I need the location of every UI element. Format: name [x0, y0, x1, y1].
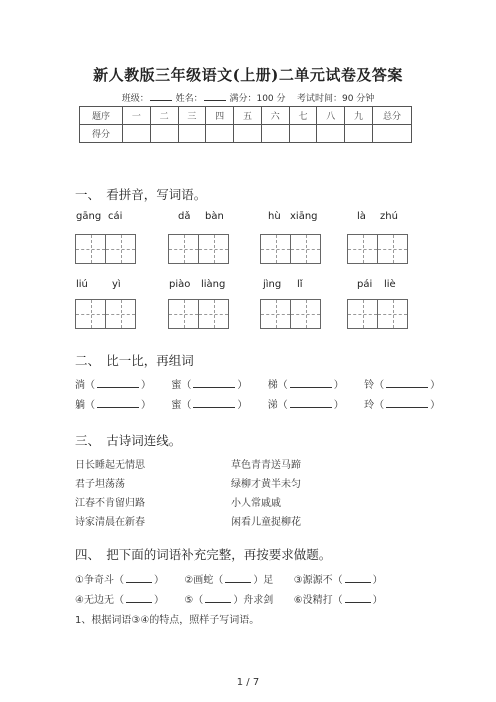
- answer-blank[interactable]: [126, 593, 152, 603]
- poem-line-left[interactable]: 江春不肯留归路: [75, 498, 145, 509]
- idiom-prompt: ⑥没精打（: [293, 595, 343, 606]
- score-cell[interactable]: [317, 125, 345, 143]
- idiom-suffix: ）舟求剑: [233, 595, 274, 606]
- pinyin: zhú: [380, 211, 398, 222]
- score-header-cell: 三: [178, 107, 206, 125]
- answer-blank[interactable]: [290, 378, 332, 388]
- writing-box[interactable]: [260, 299, 321, 329]
- answer-blank[interactable]: [225, 573, 251, 583]
- idiom-row: [75, 591, 383, 606]
- page-title: 新人教版三年级语文(上册)二单元试卷及答案: [93, 66, 403, 84]
- score-cell[interactable]: [234, 125, 262, 143]
- score-table-header-row: [80, 107, 412, 125]
- pinyin: lǐ: [297, 279, 303, 290]
- answer-blank[interactable]: [205, 593, 231, 603]
- score-row-label: 得分: [80, 125, 123, 143]
- paren: ）: [237, 400, 248, 411]
- pinyin: pái: [357, 279, 373, 290]
- score-header-cell: 题序: [80, 107, 123, 125]
- pinyin: cái: [108, 211, 123, 222]
- score-cell[interactable]: [178, 125, 206, 143]
- answer-blank[interactable]: [193, 398, 235, 408]
- score-header-cell: 七: [289, 107, 317, 125]
- answer-blank[interactable]: [97, 398, 139, 408]
- score-header-cell: 总分: [373, 107, 412, 125]
- pinyin: liàng: [201, 279, 226, 290]
- question-text: 1、根据词语③④的特点，照样子写词语。: [75, 615, 260, 626]
- paren: ）: [372, 575, 383, 586]
- paren: ）: [333, 400, 344, 411]
- idiom-suffix: ）足: [253, 575, 274, 586]
- pinyin: liè: [384, 279, 396, 290]
- section2-heading: 二、 比一比，再组词: [75, 353, 194, 368]
- answer-blank[interactable]: [97, 378, 139, 388]
- writing-box[interactable]: [75, 299, 136, 329]
- writing-box[interactable]: [168, 234, 229, 264]
- writing-box[interactable]: [75, 234, 136, 264]
- paren: ）: [237, 380, 248, 391]
- score-header-cell: 二: [150, 107, 178, 125]
- pinyin: hù: [268, 211, 281, 222]
- char-prompt: 躺（: [75, 400, 95, 411]
- answer-blank[interactable]: [345, 593, 371, 603]
- score-cell[interactable]: [150, 125, 178, 143]
- answer-blank[interactable]: [193, 378, 235, 388]
- poem-line-left[interactable]: 君子坦荡荡: [75, 479, 125, 490]
- paren: ）: [430, 400, 441, 411]
- score-header-cell: 四: [206, 107, 234, 125]
- writing-box[interactable]: [347, 234, 408, 264]
- idiom-prompt: ③源源不（: [293, 575, 343, 586]
- idiom-row: [75, 571, 383, 586]
- answer-blank[interactable]: [126, 573, 152, 583]
- pinyin: piào: [169, 279, 191, 290]
- pinyin: jìng: [263, 279, 282, 290]
- poem-line-right[interactable]: 小人常戚戚: [231, 498, 281, 509]
- poem-line-right[interactable]: 闲看儿童捉柳花: [231, 517, 301, 528]
- pinyin: bàn: [205, 211, 224, 222]
- poem-line-left[interactable]: 诗家清晨在新春: [75, 517, 145, 528]
- writing-box[interactable]: [347, 299, 408, 329]
- paren: ）: [333, 380, 344, 391]
- idiom-prompt: ④无边无（: [75, 595, 124, 606]
- idiom-prompt: ⑤（: [184, 595, 204, 606]
- score-table: [79, 106, 412, 143]
- char-prompt: 玲（: [364, 400, 385, 411]
- answer-blank[interactable]: [386, 398, 428, 408]
- char-prompt: 蜜（: [171, 380, 192, 391]
- paren: ）: [141, 400, 151, 411]
- score-header-cell: 八: [317, 107, 345, 125]
- name-blank: [204, 92, 226, 101]
- score-cell[interactable]: [123, 125, 151, 143]
- pinyin: liú: [76, 279, 88, 290]
- full-score: 满分：100 分: [229, 94, 286, 104]
- score-cell[interactable]: [345, 125, 373, 143]
- section1-heading: 一、 看拼音，写词语。: [75, 187, 207, 202]
- char-prompt: 梯（: [267, 380, 288, 391]
- score-cell[interactable]: [289, 125, 317, 143]
- answer-blank[interactable]: [345, 573, 371, 583]
- char-prompt: 淌（: [75, 380, 95, 391]
- section4-heading: 四、 把下面的词语补充完整，再按要求做题。: [75, 547, 332, 562]
- paren: ）: [153, 595, 164, 606]
- poem-line-right[interactable]: 绿柳才黄半未匀: [231, 479, 301, 490]
- poem-line-right[interactable]: 草色青青送马蹄: [231, 460, 301, 471]
- score-header-cell: 五: [234, 107, 262, 125]
- paren: ）: [141, 380, 151, 391]
- idiom-prompt: ①争奇斗（: [75, 575, 124, 586]
- score-header-cell: 九: [345, 107, 373, 125]
- answer-blank[interactable]: [290, 398, 332, 408]
- pinyin: xiāng: [290, 211, 318, 222]
- class-blank: [150, 92, 172, 101]
- idiom-prompt: ②画蛇（: [184, 575, 224, 586]
- paren: ）: [430, 380, 441, 391]
- pinyin: dǎ: [178, 211, 191, 222]
- exam-info: [0, 91, 496, 104]
- exam-time: 考试时间：90 分钟: [296, 94, 375, 104]
- pinyin: là: [357, 211, 366, 222]
- score-table-row: [80, 125, 412, 143]
- compare-row: [75, 376, 440, 391]
- pinyin: gāng: [76, 211, 102, 222]
- paren: ）: [153, 575, 164, 586]
- char-prompt: 铃（: [364, 380, 385, 391]
- char-prompt: 涕（: [267, 400, 288, 411]
- writing-box[interactable]: [260, 234, 321, 264]
- paren: ）: [372, 595, 383, 606]
- name-label: 姓名：: [175, 94, 203, 104]
- score-cell[interactable]: [261, 125, 289, 143]
- score-header-cell: 一: [123, 107, 151, 125]
- poem-line-left[interactable]: 日长睡起无情思: [75, 460, 145, 471]
- class-label: 班级：: [121, 94, 149, 104]
- score-cell[interactable]: [206, 125, 234, 143]
- char-prompt: 蜜（: [171, 400, 192, 411]
- pinyin: yì: [112, 279, 121, 290]
- section3-heading: 三、 古诗词连线。: [75, 433, 182, 448]
- answer-blank[interactable]: [386, 378, 428, 388]
- page-number: 1 / 7: [236, 677, 260, 688]
- writing-box[interactable]: [168, 299, 229, 329]
- score-cell[interactable]: [373, 125, 412, 143]
- score-header-cell: 六: [261, 107, 289, 125]
- compare-row: [75, 396, 440, 411]
